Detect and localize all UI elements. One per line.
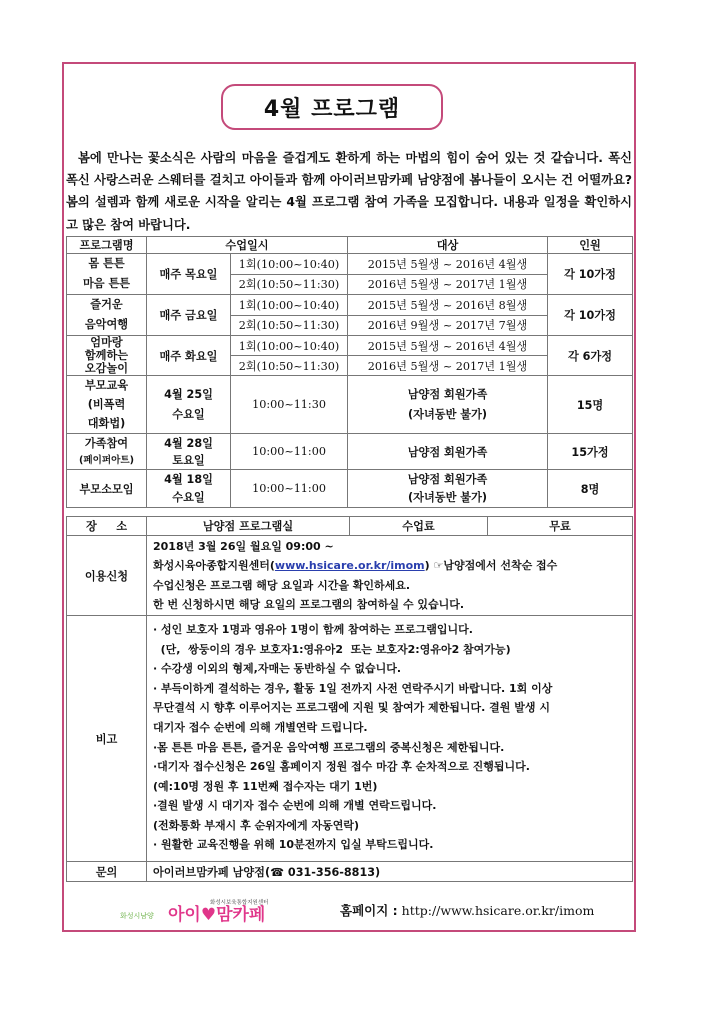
program-time: 10:00~11:00 (231, 434, 348, 470)
program-target-line: 남양점 회원가족 (407, 445, 488, 459)
program-capacity: 15명 (548, 376, 633, 434)
program-date (147, 434, 231, 470)
note-line: (예:10명 정원 후 11번째 접수자는 대기 1번) (153, 779, 378, 793)
program-target (348, 470, 548, 508)
fee-value: 무료 (488, 517, 633, 536)
program-target-line: (자녀동반 불가) (408, 407, 487, 421)
session-time: 1회(10:00~10:40) (231, 254, 348, 275)
session-target: 2015년 5월생 ~ 2016년 4월생 (348, 254, 548, 275)
program-name-line: 대화법) (87, 417, 126, 430)
apply-row (67, 536, 633, 616)
program-name-line: (페이퍼아트) (78, 454, 135, 466)
schedule-table (66, 236, 633, 508)
program-name-line: (비폭력 (87, 398, 126, 411)
program-name-line: 몸 튼튼 (88, 257, 125, 270)
table-row (67, 254, 633, 275)
homepage-url[interactable]: http://www.hsicare.or.kr/imom (401, 903, 595, 918)
program-date-line: 4월 18일 (164, 472, 213, 486)
program-name (67, 470, 147, 508)
session-time: 1회(10:00~10:40) (231, 336, 348, 356)
program-time: 10:00~11:30 (231, 376, 348, 434)
program-name-line: 오감놀이 (84, 362, 129, 375)
program-capacity: 15가정 (548, 434, 633, 470)
session-time: 2회(10:50~11:30) (231, 315, 348, 336)
session-target: 2015년 5월생 ~ 2016년 8월생 (348, 295, 548, 316)
intro-paragraph: 봄에 만나는 꽃소식은 사람의 마음을 즐겁게도 환하게 하는 마법의 힘이 숨어 있는 것 같습니다. 폭신 폭신 사랑스러운 스웨터를 걸치고 아이들과 함께 아이러브맘카페 남양점에 봄나들이 오시는 건 어떨까요? 봄의 설렘과 함께 새로운 시작을 알리는 4월 프로그램 참여 가족을 모집합니다. 내용과 일정을 확인하시고 많은 참여 바랍니다. (66, 151, 632, 232)
note-line: · 부득이하게 결석하는 경우, 활동 1일 전까지 사전 연락주시기 바랍니다. 1회 이상 (153, 681, 553, 695)
program-date-line: 수요일 (172, 490, 205, 504)
program-capacity: 각 6가정 (548, 336, 633, 376)
table-row (67, 336, 633, 356)
session-time: 2회(10:50~11:30) (231, 356, 348, 376)
apply-after-text: ) ☞남양점에서 선착순 접수 (424, 559, 558, 572)
contact-label: 문의 (67, 862, 147, 882)
program-target-line: 남양점 회원가족 (407, 472, 488, 486)
session-time: 2회(10:50~11:30) (231, 274, 348, 295)
program-day: 매주 화요일 (147, 336, 231, 376)
program-day: 매주 금요일 (147, 295, 231, 336)
note-line: (전화통화 부재시 후 순위자에게 자동연락) (153, 818, 360, 832)
logo-left-text: 화성시남양 (120, 912, 154, 920)
intro-text (66, 147, 632, 236)
program-name (67, 254, 147, 295)
place-row (67, 517, 633, 536)
program-target-line: (자녀동반 불가) (408, 490, 487, 504)
schedule-header-row (67, 237, 633, 254)
place-value: 남양점 프로그램실 (147, 517, 350, 536)
program-name-line: 가족참여 (84, 436, 129, 450)
session-target: 2016년 9월생 ~ 2017년 7월생 (348, 315, 548, 336)
note-content (147, 616, 633, 862)
program-name-line: 마음 튼튼 (82, 277, 131, 290)
program-target (348, 434, 548, 470)
program-capacity: 8명 (548, 470, 633, 508)
apply-link[interactable]: www.hsicare.or.kr/imom (274, 559, 425, 572)
program-date-line: 4월 28일 (164, 436, 213, 450)
col-header-target: 대상 (348, 237, 548, 254)
program-name (67, 295, 147, 336)
table-row (67, 376, 633, 434)
footer (118, 897, 638, 925)
table-row (67, 470, 633, 508)
session-target: 2016년 5월생 ~ 2017년 1월생 (348, 356, 548, 376)
program-name (67, 336, 147, 376)
program-name-line: 엄마랑 (90, 336, 123, 349)
note-line: ·몸 튼튼 마음 튼튼, 즐거운 음악여행 프로그램의 중복신청은 제한됩니다. (153, 740, 505, 754)
apply-content (147, 536, 633, 616)
program-name (67, 434, 147, 470)
note-line: · 성인 보호자 1명과 영유아 1명이 함께 참여하는 프로그램입니다. (153, 622, 473, 636)
note-line: · 수강생 이외의 형제,자매는 동반하실 수 없습니다. (153, 662, 402, 676)
note-line: (단, 쌍둥이의 경우 보호자1:영유아2 또는 보호자2:영유아2 참여가능) (153, 642, 511, 656)
apply-line: 2018년 3월 26일 월요일 09:00 ~ (153, 539, 334, 553)
note-line: ·결원 발생 시 대기자 접수 순번에 의해 개별 연락드립니다. (153, 799, 437, 813)
session-target: 2015년 5월생 ~ 2016년 4월생 (348, 336, 548, 356)
program-name-line: 부모소모임 (79, 482, 134, 496)
program-name-line: 즐거운 (90, 298, 123, 311)
contact-value: 아이러브맘카페 남양점(☎ 031-356-8813) (147, 862, 633, 882)
session-time: 1회(10:00~10:40) (231, 295, 348, 316)
note-label: 비고 (67, 616, 147, 862)
logo-small-text: 화성시보육통합지원센터 (210, 900, 269, 906)
contact-row (67, 862, 633, 882)
note-line: 무단결석 시 향후 이루어지는 프로그램에 지원 및 참여가 제한됩니다. 결원 발생 시 (153, 701, 550, 715)
program-capacity: 각 10가정 (548, 254, 633, 295)
apply-line: 수업신청은 프로그램 해당 요일과 시간을 확인하세요. (153, 578, 411, 592)
logo-main-text: 아이♥맘카페 (168, 905, 266, 923)
apply-label: 이용신청 (67, 536, 147, 616)
apply-line: 한 번 신청하시면 해당 요일의 프로그램의 참여하실 수 있습니다. (153, 598, 465, 611)
col-header-datetime: 수업일시 (147, 237, 348, 254)
fee-label: 수업료 (350, 517, 488, 536)
note-row (67, 616, 633, 862)
page-title: 4월 프로그램 (221, 84, 443, 130)
apply-line (153, 556, 630, 576)
aimom-cafe-logo (118, 897, 310, 923)
session-target: 2016년 5월생 ~ 2017년 1월생 (348, 274, 548, 295)
note-line: 대기자 접수 순번에 의해 개별연락 드립니다. (153, 720, 368, 734)
col-header-program: 프로그램명 (67, 237, 147, 254)
apply-center-text: 화성시육아종합지원센터( (153, 559, 275, 572)
program-day: 매주 목요일 (147, 254, 231, 295)
program-target (348, 376, 548, 434)
table-row (67, 295, 633, 316)
program-date (147, 376, 231, 434)
col-header-capacity: 인원 (548, 237, 633, 254)
note-line: · 원활한 교육진행을 위해 10분전까지 입실 부탁드립니다. (153, 838, 434, 852)
homepage (340, 901, 594, 919)
program-date-line: 수요일 (172, 407, 205, 421)
program-date-line: 토요일 (172, 453, 205, 467)
program-name-line: 부모교육 (84, 379, 129, 392)
homepage-label: 홈페이지 : (340, 903, 398, 918)
program-name (67, 376, 147, 434)
program-time: 10:00~11:00 (231, 470, 348, 508)
program-target-line: 남양점 회원가족 (407, 387, 488, 401)
place-label: 장 소 (67, 517, 147, 536)
table-row (67, 434, 633, 470)
note-line: ·대기자 접수신청은 26일 홈페이지 정원 접수 마감 후 순차적으로 진행됩니다. (153, 760, 530, 774)
program-date-line: 4월 25일 (164, 387, 213, 401)
program-date (147, 470, 231, 508)
info-table (66, 516, 633, 882)
program-capacity: 각 10가정 (548, 295, 633, 336)
program-name-line: 함께하는 (84, 349, 129, 362)
program-name-line: 음악여행 (84, 318, 129, 331)
